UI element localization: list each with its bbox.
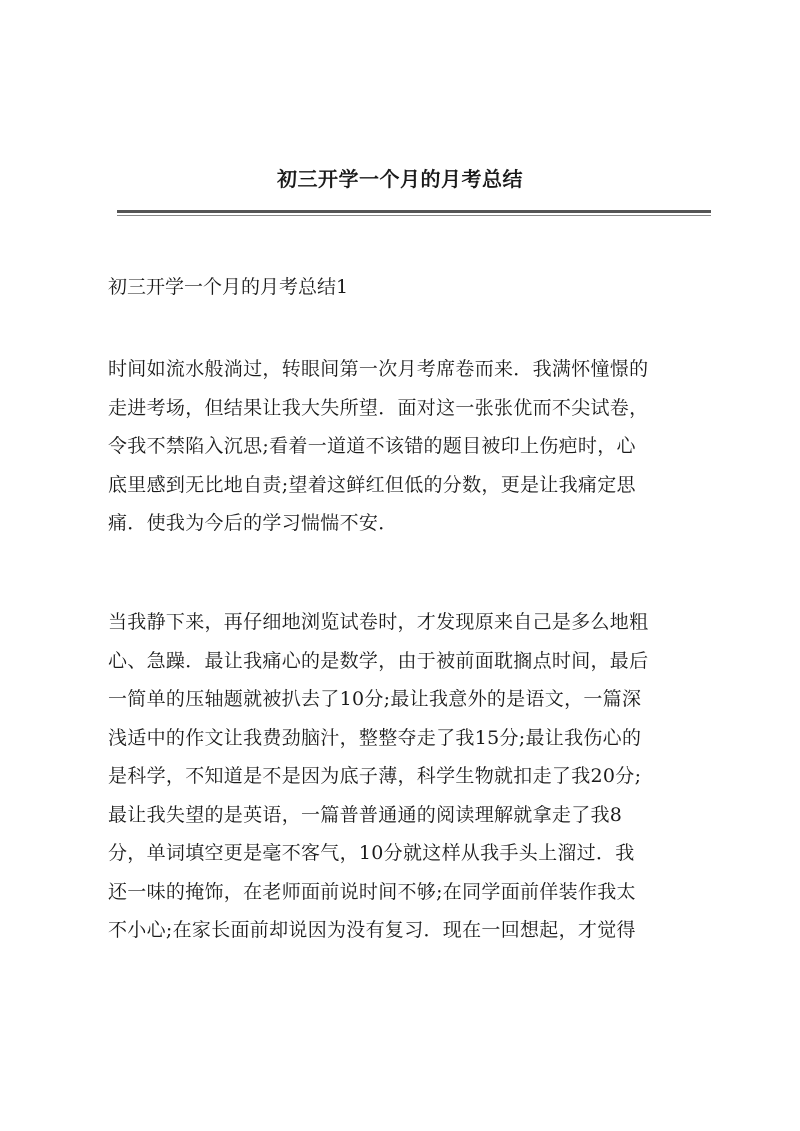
paragraph-line: 令我不禁陷入沉思;看着一道道不该错的题目被印上伤疤时，心 <box>108 435 636 457</box>
paragraph-line: 痛．使我为今后的学习惴惴不安． <box>108 512 398 534</box>
paragraph-line: 还一味的掩饰，在老师面前说时间不够;在同学面前佯装作我太 <box>108 880 636 903</box>
paragraph-line: 分，单词填空更是毫不客气，10分就这样从我手头上溜过．我 <box>108 842 635 864</box>
paragraph-line: 是科学，不知道是不是因为底子薄，科学生物就扣走了我20分; <box>108 765 642 787</box>
title-divider-thin <box>117 215 711 216</box>
paragraph-line: 最让我失望的是英语，一篇普普通通的阅读理解就拿走了我8 <box>108 803 623 826</box>
paragraph-line: 一简单的压轴题就被扒去了10分;最让我意外的是语文，一篇深 <box>108 688 642 710</box>
paragraph-line: 当我静下来，再仔细地浏览试卷时，才发现原来自己是多么地粗 <box>108 611 649 633</box>
paragraph-1 <box>108 350 708 543</box>
document-title: 初三开学一个月的月考总结 <box>277 167 523 191</box>
title-divider <box>117 210 711 213</box>
paragraph-line: 走进考场，但结果让我大失所望．面对这一张张优而不尖试卷， <box>108 396 649 419</box>
section-heading: 初三开学一个月的月考总结1 <box>108 276 349 298</box>
paragraph-line: 浅适中的作文让我费劲脑汁，整整夺走了我15分;最让我伤心的 <box>108 726 642 749</box>
paragraph-line: 时间如流水般淌过，转眼间第一次月考席卷而来．我满怀憧憬的 <box>108 358 649 380</box>
paragraph-line: 不小心;在家长面前却说因为没有复习．现在一回想起，才觉得 <box>108 919 636 941</box>
paragraph-2 <box>108 603 708 950</box>
paragraph-line: 心、急躁．最让我痛心的是数学，由于被前面耽搁点时间，最后 <box>108 649 649 672</box>
paragraph-line: 底里感到无比地自责;望着这鲜红但低的分数，更是让我痛定思 <box>108 473 636 496</box>
